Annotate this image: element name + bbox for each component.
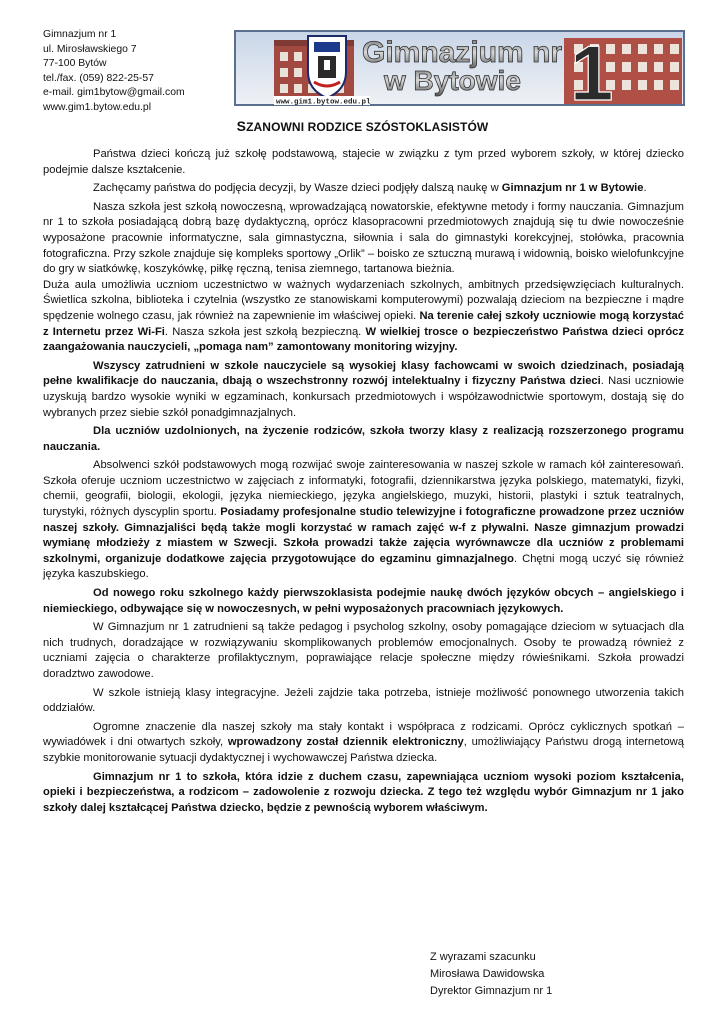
p7-end: . Chętni mogą uczyć się również języka kaszubskiego. [43, 552, 685, 581]
closing-phrase: Z wyrazami szacunku [430, 951, 536, 963]
coat-of-arms-icon [308, 36, 346, 98]
p4-safe: . Nasza szkoła jest szkołą bezpieczną. [164, 325, 366, 338]
signature-block [430, 949, 552, 1000]
p4-text: Duża aula umożliwia uczniom uczestnictwo w ważnych wydarzeniach szkolnych, ambitnych przedsięwzięciach kulturalnych. Świetlica szkolna, biblioteka i czytelnia (wszystko ze stanowiskami komputerowymi) pozwalają dzieciom na bezpieczne i mądre spędzenie wolnego czasu, jak również na zapewnienie im właściwej opieki. [43, 278, 684, 322]
paragraph-8 [43, 586, 684, 617]
p11-end: , umożliwiający Państwu drogą internetową szybkie monitorowanie sytuacji dydaktycznej i wychowawczej Państwa dziecka. [43, 736, 684, 764]
p11-text: Ogromne znaczenie dla naszej szkoły ma stały kontakt i współpraca z rodzicami. Oprócz cyklicznych spotkań – wywiadówek i dni otwartych szkoły, [43, 720, 684, 749]
phone-fax: tel./fax. (059) 822-25-57 [43, 72, 154, 84]
signer-name: Mirosława Dawidowska [430, 968, 545, 980]
logo-url: www.gim1.bytow.edu.pl [276, 98, 371, 106]
email-address: e-mail. gim1bytow@gmail.com [43, 87, 185, 99]
logo-title-line2: w Bytowie [384, 65, 521, 96]
p7-text: Absolwenci szkół podstawowych mogą rozwijać swoje zainteresowania w naszej szkole w ramach kół zainteresowań. Szkoła oferuje uczniom uczestnictwo w zajęciach z informatyki, fotografii, dziennikarstwa języka polskiego, matematyki, fizyki, chemii, geografii, biologii, ekologii, języka niemieckiego, języka angielskiego, muzyki, historii, plastyki i sztuk teatralnych, turystyki, różnych dyscyplin sportu. [43, 459, 684, 519]
p4-monitoring: W wielkiej trosce o bezpieczeństwo Państwa dzieci oprócz zaangażowania nauczycieli, „pomaga nam” zamontowany monitoring wizyjny. [43, 325, 684, 354]
paragraph-11 [43, 720, 684, 767]
city-postal: 77-100 Bytów [43, 58, 107, 70]
p6-text: Dla uczniów uzdolnionych, na życzenie rodziców, szkoła tworzy klasy z realizacją rozszerzonego programu nauczania. [43, 425, 684, 453]
p4-wifi: Na terenie całej szkoły uczniowie mogą korzystać z Internetu przez Wi-Fi [43, 309, 684, 338]
p5-teachers: Wszyscy zatrudnieni w szkole nauczyciele są wysokiej klasy fachowcami w swoich dziedzinach, posiadają pełne kwalifikacje do nauczania, dbają o wszechstronny rozwój intelektualny i fizyczny Państwa dzieci [43, 359, 684, 388]
p12-text: Gimnazjum nr 1 to szkoła, która idzie z duchem czasu, zapewniająca uczniom wysoki poziom kształcenia, opieki i bezpieczeństwa, a rodzicom – zadowolenie z rozwoju dziecka. Z tego też względu wybór Gimnazjum nr 1 jako szkoły dalej kształcącej Państwa dziecko, będzie z pewnością wyborem właściwym. [43, 770, 684, 814]
paragraph-3: Nasza szkoła jest szkołą nowoczesną, wprowadzającą nowatorskie, efektywne metody i formy nauczania. Gimnazjum nr 1 to szkoła posiadającą dobrą bazę dydaktyczną, oprócz klasopracowni przedmiotowych znajdują się tu dwie nowocześnie wyposażone pracownie informatyczne, sala gimnastyczna, siłownia i sala do gimnastyki korekcyjnej, stołówka, pracownia fotograficzna. Przy szkole znajduje się kompleks sportowy „Orlik” – boisko ze sztuczną murawą i widownią, boisko wielofunkcyjne do gry w siatkówkę, koszykówkę, piłkę ręczną, tenisa ziemnego, tartanowa bieżnia. [43, 200, 684, 276]
p11-ediary: wprowadzony został dziennik elektroniczny [227, 736, 464, 749]
school-name: Gimnazjum nr 1 [43, 29, 117, 40]
title-rest: ZANOWNI RODZICE SZÓSTOKLASISTÓW [246, 120, 489, 134]
website-address: www.gim1.bytow.edu.pl [43, 101, 151, 113]
title-first-letter: S [236, 118, 247, 134]
paragraph-4 [43, 278, 684, 356]
p2-text: Zachęcamy państwa do podjęcia decyzji, by Wasze dzieci podjęły dalszą naukę w [93, 182, 502, 195]
letter-body [43, 147, 684, 819]
street-address: ul. Mirosławskiego 7 [43, 43, 137, 55]
p7-studio: Posiadamy profesjonalne studio telewizyjne i fotograficzne prowadzone przez uczniów naszej szkoły. Gimnazjaliści będą także mogli korzystać w ramach zajęć w-f z pływalni. Nasze gimnazjum prowadzi wymianę młodzieży z miastem w Szwecji. Szkoła prowadzi także zajęcia wyrównawcze dla uczniów z problemami szkolnymi, organizuje dodatkowe zajęcia przygotowujące do egzaminu gimnazjalnego [43, 506, 684, 565]
logo-number: 1 [570, 30, 614, 106]
paragraph-12 [43, 770, 684, 817]
school-address-block [43, 28, 185, 116]
paragraph-1: Państwa dzieci kończą już szkołę podstawową, stajecie w związku z tym przed wyborem szkoły, w której dziecko podejmie dalsze kształcenie. [43, 148, 684, 176]
paragraph-5 [43, 359, 684, 421]
paragraph-7 [43, 458, 684, 583]
logo-title-line1: Gimnazjum nr [362, 36, 563, 69]
p2-end: . [643, 182, 647, 195]
p5-text: . Nasi uczniowie uzyskują bardzo wysokie wyniki w egzaminach, konkursach przedmiotowych i współzawodnictwie sportowym, dostają się do wybranych przez siebie szkół ponadgimnazjalnych. [43, 375, 684, 419]
paragraph-6 [43, 424, 684, 455]
paragraph-2 [43, 181, 684, 197]
signer-role: Dyrektor Gimnazjum nr 1 [430, 985, 553, 997]
paragraph-10: W szkole istnieją klasy integracyjne. Jeżeli zajdzie taka potrzeba, istnieje możliwość ponownego utworzenia takich oddziałów. [43, 686, 684, 715]
letter-title [0, 118, 725, 134]
p2-school-name: Gimnazjum nr 1 w Bytowie [501, 182, 644, 195]
p8-text: Od nowego roku szkolnego każdy pierwszoklasista podejmie naukę dwóch języków obcych – angielskiego i niemieckiego, odbywające się w nowoczesnych, w pełni wyposażonych pracowniach językowych. [43, 587, 684, 615]
school-logo-banner [234, 30, 685, 106]
paragraph-9: W Gimnazjum nr 1 zatrudnieni są także pedagog i psycholog szkolny, osoby pomagające dzieciom w sytuacjach dla nich trudnych, doradzające w rozwiązywaniu skomplikowanych problemów emocjonalnych. Osoby te prowadzą również z uczniami zajęcia o charakterze profilaktycznym, poprawiające relacje społeczne między rówieśnikami. Szkoła prowadzi doradztwo zawodowe. [43, 621, 684, 680]
